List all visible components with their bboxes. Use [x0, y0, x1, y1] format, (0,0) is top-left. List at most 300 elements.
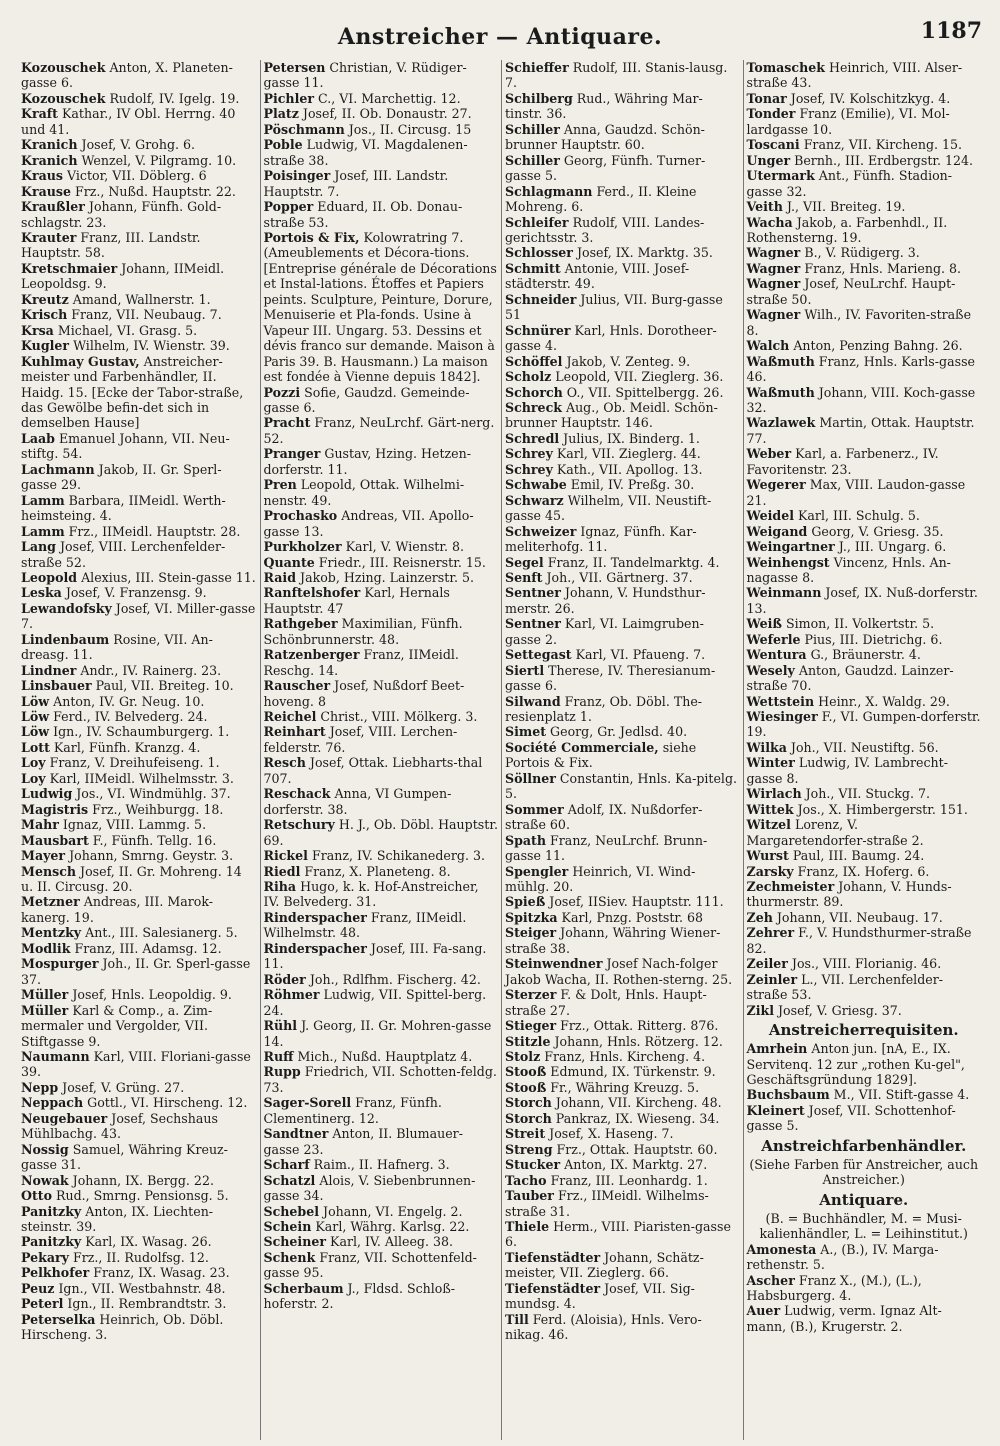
entry-details: G., Bräunerstr. 4. — [806, 647, 921, 663]
entry-details: Franz, III. Landstr. Hauptstr. 58. — [21, 229, 201, 261]
directory-entry — [747, 539, 982, 554]
entry-details: Frz., IIMeidl. Wilhelms-straße 31. — [505, 1188, 709, 1219]
directory-entry — [747, 925, 982, 956]
entry-details: Victor, VII. Döblerg. 6 — [63, 168, 207, 184]
entry-name: Zeinler — [746, 971, 798, 987]
entry-details: Ludwig, VI. Magdalenen-straße 38. — [263, 137, 468, 168]
directory-entry — [747, 956, 982, 971]
entry-details: Jakob, II. Gr. Sperl-gasse 29. — [21, 461, 222, 493]
entry-details: Ignaz, VIII. Lammg. 5. — [58, 817, 207, 833]
directory-entry — [505, 1157, 740, 1172]
directory-entry — [505, 647, 740, 662]
directory-entry — [264, 910, 499, 941]
directory-entry — [747, 215, 982, 246]
entry-name: Spitzka — [505, 909, 558, 925]
directory-entry — [505, 153, 740, 184]
entry-name: Panitzky — [21, 1234, 82, 1250]
directory-entry — [264, 1126, 499, 1157]
section-note: (B. = Buchhändler, M. = Musi-kalienhändler, L. = Leihinstitut.) — [759, 1210, 968, 1242]
directory-entry — [21, 1142, 257, 1173]
entry-details: Max, VIII. Laudon-gasse 21. — [746, 477, 966, 508]
page-title: Anstreicher — Antiquare. — [337, 24, 663, 50]
entry-name: Kreutz — [21, 291, 69, 307]
entry-name: Krauter — [21, 229, 77, 245]
directory-entry — [505, 1188, 740, 1219]
entry-name: Loy — [21, 770, 46, 786]
directory-entry — [264, 446, 499, 477]
entry-details: Franz, III. Adamsg. 12. — [70, 940, 222, 956]
entry-name: Portois & Fix, — [263, 229, 360, 245]
directory-entry — [264, 385, 499, 416]
entry-details: Johann, VII. Kircheng. 48. — [551, 1095, 722, 1111]
entry-name: Mospurger — [21, 956, 99, 972]
entry-details: Franz, X. Planeteng. 8. — [300, 863, 451, 879]
entry-name: Senft — [505, 569, 543, 585]
entry-name: Scholz — [505, 369, 552, 385]
directory-entry — [747, 137, 982, 152]
entry-name: Lewandofsky — [21, 600, 112, 616]
entry-details: Wilhelm, VII. Neustift-gasse 45. — [505, 492, 712, 524]
directory-entry — [264, 1234, 499, 1249]
entry-details: Karl, Fünfh. Kranzg. 4. — [49, 739, 201, 755]
directory-entry — [264, 168, 499, 199]
directory-entry — [505, 771, 740, 802]
entry-details: Pankraz, IX. Wieseng. 34. — [551, 1110, 720, 1126]
directory-entry — [505, 122, 740, 153]
directory-entry — [264, 137, 499, 168]
entry-name: Mahr — [21, 817, 59, 833]
directory-entry — [21, 786, 257, 801]
entry-name: Wettstein — [746, 693, 815, 709]
directory-entry — [21, 184, 257, 199]
entry-name: Söllner — [505, 770, 556, 786]
entry-details: Johann, V. Hundsthur-merstr. 26. — [505, 585, 706, 616]
directory-entry — [21, 956, 257, 987]
directory-entry — [21, 709, 257, 724]
entry-name: Reschack — [263, 786, 331, 802]
entry-name: Witzel — [746, 817, 791, 833]
entry-details: Constantin, Hnls. Ka-pitelg. 5. — [505, 770, 738, 802]
entry-details: Franz X., (M.), (L.), Habsburgerg. 4. — [746, 1272, 922, 1303]
directory-entry — [264, 987, 499, 1018]
entry-details: Rosine, VII. An-dreasg. 11. — [21, 631, 213, 663]
directory-entry — [21, 1234, 257, 1249]
entry-name: Weferle — [746, 631, 801, 647]
entry-details: Paul, VII. Breiteg. 10. — [91, 678, 234, 694]
entry-details: Andr., IV. Rainerg. 23. — [76, 662, 222, 678]
entry-details: Anton, IX. Marktg. 27. — [560, 1157, 708, 1173]
entry-details: Karl, Hnls. Dorotheer-gasse 4. — [505, 322, 717, 354]
directory-entry — [747, 477, 982, 508]
directory-entry — [264, 941, 499, 972]
entry-name: Kranich — [21, 152, 78, 168]
entry-name: Schein — [263, 1218, 312, 1234]
entry-name: Wurst — [746, 848, 789, 864]
entry-name: Weingartner — [746, 539, 835, 555]
directory-entry — [505, 987, 740, 1018]
entry-name: Unger — [746, 152, 791, 168]
entry-name: Rupp — [263, 1064, 301, 1080]
column-2 — [260, 60, 502, 1440]
entry-name: Weiß — [746, 616, 782, 632]
entry-name: Kraußler — [21, 199, 85, 215]
entry-details: Anton, Gaudzd. Lainzer-straße 70. — [746, 662, 954, 694]
entry-details: Friedr., III. Reisnerstr. 15. — [314, 554, 486, 570]
entry-name: Siertl — [505, 662, 545, 678]
entry-details: Michael, VI. Grasg. 5. — [53, 322, 198, 338]
directory-entry — [747, 755, 982, 786]
entry-details: Ign., II. Rembrandtstr. 3. — [63, 1296, 227, 1312]
entry-details: Frz., Nußd. Hauptstr. 22. — [71, 183, 236, 199]
entry-details: Emanuel Johann, VII. Neu-stiftg. 54. — [21, 430, 230, 462]
entry-name: Metzner — [21, 894, 80, 910]
entry-name: Rühl — [263, 1018, 298, 1034]
entry-details: Franz, IV. Schikanederg. 3. — [307, 848, 485, 864]
entry-details: Fr., Währing Kreuzg. 5. — [546, 1079, 700, 1095]
entry-name: Utermark — [746, 168, 815, 184]
entry-details: Franz, V. Dreihufeiseng. 1. — [45, 755, 220, 771]
entry-name: Auer — [746, 1303, 781, 1319]
directory-entry — [505, 956, 740, 987]
directory-entry — [21, 462, 257, 493]
directory-entry — [21, 137, 257, 152]
entry-name: Peterselka — [21, 1311, 96, 1327]
directory-entry — [747, 307, 982, 338]
directory-entry — [505, 1034, 740, 1049]
entry-name: Wesely — [746, 662, 795, 678]
directory-entry — [747, 91, 982, 106]
entry-details: Alexius, III. Stein-gasse 11. — [77, 569, 256, 585]
entry-details: Kathar., IV Obl. Herrng. 40 und 41. — [21, 106, 236, 137]
entry-name: Zehrer — [746, 925, 795, 941]
entry-details: Heinrich, VI. Wind-mühlg. 20. — [505, 863, 696, 895]
directory-entry — [747, 524, 982, 539]
entry-details: Franz, IIMeidl. Reschg. 14. — [263, 647, 459, 678]
entry-name: Weber — [746, 446, 792, 462]
entry-name: Schiller — [505, 121, 560, 137]
directory-entry — [264, 709, 499, 724]
directory-entry — [505, 323, 740, 354]
entry-details: Simon, II. Volkertstr. 5. — [781, 616, 935, 632]
entry-details: A., (B.), IV. Marga-rethenstr. 5. — [746, 1241, 939, 1273]
directory-entry — [747, 508, 982, 523]
entry-name: Otto — [21, 1188, 53, 1204]
entry-name: Schnürer — [505, 322, 571, 338]
directory-entry — [505, 663, 740, 694]
entry-details: Ant., III. Salesianerg. 5. — [81, 925, 238, 941]
entry-name: Steinwendner — [505, 956, 603, 972]
entry-details: Georg, Fünfh. Turner-gasse 5. — [505, 152, 706, 184]
entry-name: Weinmann — [746, 585, 822, 601]
entry-name: Simet — [505, 724, 547, 740]
directory-entry — [264, 972, 499, 987]
entry-name: Winter — [746, 755, 795, 771]
entry-details: Johann, IX. Bergg. 22. — [68, 1172, 214, 1188]
entry-name: Lindenbaum — [21, 631, 110, 647]
entry-name: Wirlach — [746, 786, 802, 802]
entry-details: Friedrich, VII. Schotten-feldg. 73. — [263, 1064, 497, 1095]
entry-name: Lang — [21, 539, 56, 555]
directory-entry — [264, 724, 499, 755]
entry-details: Karl, IIMeidl. Wilhelmsstr. 3. — [45, 770, 234, 786]
entry-details: Heinrich, VIII. Alser-straße 43. — [746, 60, 963, 91]
directory-entry — [21, 153, 257, 168]
entry-details: Herm., VIII. Piaristen-gasse 6. — [505, 1218, 731, 1250]
entry-details: Franz, NeuLrchf. Brunn-gasse 11. — [505, 832, 708, 864]
section-heading: Anstreicherrequisiten. — [768, 1021, 959, 1040]
directory-entry — [21, 817, 257, 832]
directory-entry — [747, 276, 982, 307]
entry-details: Bernh., III. Erdbergstr. 124. — [790, 152, 974, 168]
directory-entry — [264, 230, 499, 385]
directory-entry — [264, 585, 499, 616]
entry-details: Jakob, Hzing. Lainzerstr. 5. — [296, 569, 474, 585]
entry-name: Naumann — [21, 1049, 90, 1064]
directory-entry — [21, 1188, 257, 1203]
directory-entry — [505, 400, 740, 431]
entry-name: Till — [505, 1311, 529, 1327]
directory-entry — [264, 91, 499, 106]
entry-name: Mensch — [21, 863, 77, 879]
directory-entry — [505, 1126, 740, 1141]
entry-name: Schlagmann — [505, 183, 593, 199]
entry-details: Johann, V. Hunds-thurmerstr. 89. — [746, 879, 952, 910]
entry-name: Peuz — [21, 1280, 55, 1296]
entry-details: Franz (Emilie), VI. Mol-lardgasse 10. — [746, 106, 950, 137]
directory-entry — [505, 245, 740, 260]
entry-details: Josef, VIII. Lerchen-felderstr. 76. — [263, 724, 458, 755]
entry-details: Johann, Fünfh. Gold-schlagstr. 23. — [21, 199, 222, 230]
directory-entry — [505, 215, 740, 246]
entry-name: Schorch — [505, 384, 563, 400]
entry-name: Zeiler — [746, 956, 788, 972]
entry-name: Pekary — [21, 1249, 69, 1265]
directory-entry — [505, 91, 740, 122]
directory-entry — [747, 616, 982, 631]
directory-entry — [747, 786, 982, 801]
directory-entry — [747, 1273, 982, 1304]
directory-entry — [21, 354, 257, 431]
entry-details: Jos., II. Circusg. 15 — [344, 121, 472, 137]
entry-name: Stooß — [505, 1079, 547, 1095]
entry-details: Josef, V. Grohg. 6. — [77, 137, 196, 153]
entry-name: Riha — [263, 879, 297, 895]
entry-details: Franz, NeuLrchf. Gärt-nerg. 52. — [263, 415, 495, 446]
entry-name: Sommer — [505, 801, 564, 817]
column-4 — [743, 60, 985, 1440]
directory-entry — [264, 1018, 499, 1049]
entry-details: Karl, VI. Laimgruben-gasse 2. — [505, 616, 704, 647]
entry-name: Pren — [263, 477, 297, 493]
directory-entry — [21, 106, 257, 137]
entry-details: F., VI. Gumpen-dorferstr. 19. — [746, 709, 981, 740]
entry-name: Spath — [505, 832, 547, 848]
entry-name: Schrey — [505, 446, 553, 462]
entry-details: Ign., IV. Schaumburgerg. 1. — [49, 724, 230, 740]
entry-name: Platz — [263, 106, 299, 122]
entry-name: Sandtner — [263, 1126, 329, 1142]
directory-entry — [21, 493, 257, 524]
entry-details: Josef, VII. Schottenhof-gasse 5. — [746, 1102, 956, 1134]
entry-details: Jos., X. Himbergerstr. 151. — [793, 801, 968, 817]
entry-name: Waßmuth — [746, 384, 815, 400]
entry-name: Stitzle — [505, 1033, 551, 1049]
entry-name: Storch — [505, 1095, 552, 1111]
entry-details: Franz, II. Tandelmarktg. 4. — [543, 554, 720, 570]
entry-details: Andreas, VII. Apollo-gasse 13. — [263, 508, 474, 539]
entry-details: Jos., VIII. Florianig. 46. — [787, 956, 942, 972]
directory-entry — [21, 724, 257, 739]
entry-details: Josef, III. Fa-sang. 11. — [263, 940, 487, 972]
directory-entry — [505, 1018, 740, 1033]
entry-name: Schrey — [505, 461, 553, 477]
entry-details: Josef, IX. Nuß-dorferstr. 13. — [746, 585, 978, 616]
entry-name: Kraft — [21, 106, 58, 122]
directory-entry — [21, 925, 257, 940]
entry-details: Georg, Gr. Jedlsd. 40. — [546, 724, 688, 740]
entry-details: Wilh., IV. Favoriten-straße 8. — [746, 307, 972, 338]
entry-name: Rauscher — [263, 678, 331, 694]
entry-details: Josef, II. Gr. Mohreng. 14 u. II. Circusg. 20. — [21, 863, 242, 895]
entry-details: Anna, Gaudzd. Schön-brunner Hauptstr. 60. — [505, 121, 705, 153]
directory-entry — [21, 632, 257, 663]
directory-entry — [505, 1080, 740, 1095]
entry-details: Frz., Ottak. Ritterg. 876. — [556, 1018, 719, 1034]
directory-entry — [264, 1281, 499, 1312]
directory-entry — [747, 879, 982, 910]
directory-entry — [21, 755, 257, 770]
directory-entry — [505, 1111, 740, 1126]
directory-entry — [505, 555, 740, 570]
entry-name: Streng — [505, 1141, 553, 1157]
directory-entry — [21, 230, 257, 261]
directory-entry — [747, 106, 982, 137]
directory-entry — [264, 1204, 499, 1219]
directory-entry — [747, 168, 982, 199]
entry-name: Krisch — [21, 307, 68, 323]
entry-details: Karl, III. Schulg. 5. — [794, 508, 920, 524]
entry-details: Josef, IX. Marktg. 35. — [572, 245, 713, 261]
directory-entry — [21, 585, 257, 600]
directory-entry — [505, 1281, 740, 1312]
entry-details: J. Georg, II. Gr. Mohren-gasse 14. — [263, 1018, 492, 1049]
entry-details: Anton, II. Blumauer-gasse 23. — [263, 1126, 463, 1157]
entry-details: Jakob, V. Zenteg. 9. — [562, 353, 691, 369]
entry-details: Ant., Fünfh. Stadion-gasse 32. — [746, 168, 953, 199]
directory-entry — [264, 1049, 499, 1064]
directory-entry — [505, 292, 740, 323]
entry-details: Ludwig, verm. Ignaz Alt-mann, (B.), Krugerstr. 2. — [746, 1303, 942, 1334]
entry-name: Sentner — [505, 616, 561, 632]
entry-details: Kolowratring 7. (Ameublements et Décora-tions. [Entreprise générale de Décorations et Instal-lations. Étoffes et Papiers peints. Sculpture, Peinture, Dorure, Menuiserie et Pla-fonds. Usine à Vapeur III. Ungarg. 53. Dessins et dévis franco sur demande. Maison à Paris 39. B. Hausmann.) La maison est fondée à Vienne depuis 1842]. — [263, 229, 497, 385]
entry-details: Maximilian, Fünfh. Schönbrunnerstr. 48. — [263, 616, 463, 647]
entry-name: Panitzky — [21, 1203, 82, 1219]
directory-entry — [264, 848, 499, 863]
entry-name: Popper — [263, 199, 314, 215]
directory-entry — [21, 1250, 257, 1265]
entry-details: Anstreicher-meister und Farbenhändler, II. Haidg. 15. [Ecke der Tabor-straße, das Gewölbe befin-det sich in demselben Hause] — [21, 353, 244, 431]
entry-details: Christ., VIII. Mölkerg. 3. — [316, 709, 478, 725]
entry-details: Ign., VII. Westbahnstr. 48. — [54, 1280, 226, 1296]
directory-entry — [505, 910, 740, 925]
directory-entry — [21, 864, 257, 895]
entry-details: Alois, V. Siebenbrunnen-gasse 34. — [263, 1172, 476, 1204]
entry-name: Segel — [505, 554, 544, 570]
entry-details: Rud., Währing Mar-tinstr. 36. — [505, 90, 703, 122]
entry-name: Schebel — [263, 1203, 320, 1219]
entry-details: Johann, VII. Neubaug. 17. — [772, 909, 943, 925]
directory-entry — [505, 261, 740, 292]
entry-details: Karl, IX. Wasag. 26. — [81, 1234, 212, 1250]
entry-name: Lachmann — [21, 461, 95, 477]
entry-details: Leopold, VII. Zieglerg. 36. — [551, 369, 724, 385]
entry-name: Purkholzer — [263, 539, 342, 555]
directory-entry — [747, 647, 982, 662]
directory-entry — [21, 1095, 257, 1110]
directory-entry — [505, 1312, 740, 1343]
directory-entry — [747, 1303, 982, 1334]
entry-details: Johann, VI. Engelg. 2. — [319, 1203, 463, 1219]
entry-details: Karl, IV. Alleeg. 38. — [326, 1234, 454, 1250]
entry-name: Zikl — [746, 1002, 774, 1018]
directory-entry — [747, 802, 982, 817]
entry-name: Resch — [263, 755, 306, 771]
entry-name: Waßmuth — [746, 353, 815, 369]
entry-name: Silwand — [505, 693, 561, 709]
entry-details: Karl, VIII. Floriani-gasse 39. — [21, 1049, 251, 1080]
entry-details: Adolf, IX. Nußdorfer-straße 60. — [505, 801, 703, 833]
directory-entry — [264, 122, 499, 137]
entry-details: Christian, V. Rüdiger-gasse 11. — [263, 60, 467, 91]
entry-details: Franz, VII. Kircheng. 15. — [799, 137, 963, 153]
directory-entry — [264, 755, 499, 786]
entry-name: Kugler — [21, 338, 70, 354]
entry-name: Spieß — [505, 894, 546, 910]
directory-entry — [264, 616, 499, 647]
directory-entry — [21, 431, 257, 462]
directory-entry — [21, 802, 257, 817]
directory-entry — [747, 632, 982, 647]
entry-details: Josef, VI. Miller-gasse 7. — [21, 600, 256, 632]
entry-name: Weidel — [746, 508, 795, 524]
entry-name: Sterzer — [505, 987, 557, 1003]
entry-name: Wilka — [746, 739, 787, 755]
directory-entry — [264, 786, 499, 817]
entry-name: Pichler — [263, 90, 315, 106]
entry-name: Schenk — [263, 1249, 316, 1265]
directory-entry — [505, 493, 740, 524]
entry-name: Rickel — [263, 848, 308, 864]
entry-name: Reichel — [263, 709, 317, 725]
entry-name: Leska — [21, 585, 62, 601]
entry-name: Wacha — [746, 214, 793, 230]
entry-name: Laab — [21, 430, 55, 446]
directory-entry — [747, 910, 982, 925]
entry-details: Gottl., VI. Hirscheng. 12. — [83, 1095, 248, 1111]
entry-name: Kranich — [21, 137, 78, 153]
entry-details: Josef, IISiev. Hauptstr. 111. — [545, 894, 724, 910]
directory-entry — [747, 153, 982, 168]
entry-details: Rudolf, VIII. Landes-gerichtsstr. 3. — [505, 214, 705, 245]
directory-entry — [21, 539, 257, 570]
entry-name: Schiller — [505, 152, 560, 168]
entry-name: Rathgeber — [263, 616, 338, 632]
entry-details: Josef, III. Landstr. Hauptstr. 7. — [263, 168, 449, 199]
entry-details: Ferd., II. Kleine Mohreng. 6. — [505, 183, 697, 215]
entry-name: Linsbauer — [21, 678, 92, 694]
directory-entry — [505, 1219, 740, 1250]
entry-name: Kuhlmay Gustav, — [21, 353, 140, 369]
